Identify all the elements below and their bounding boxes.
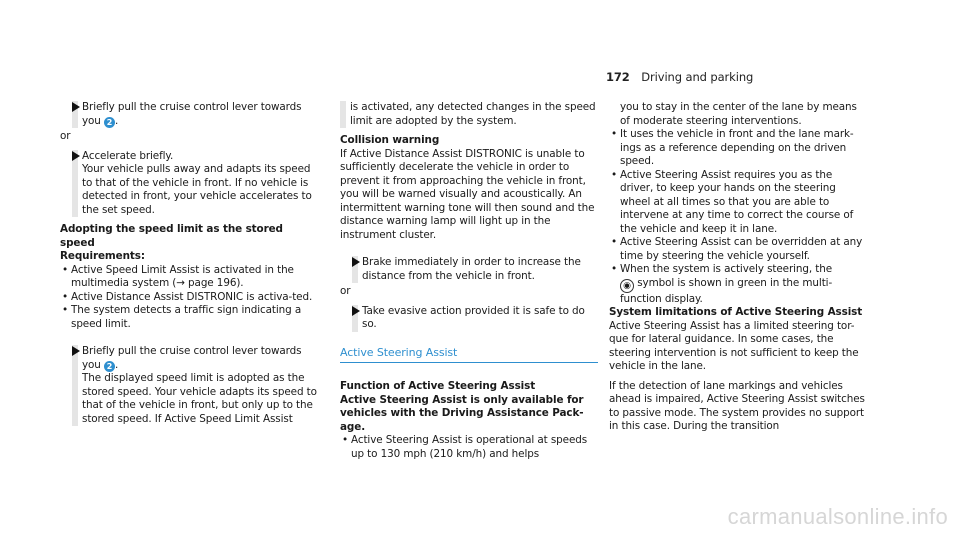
collision-text: If Active Distance Assist DISTRONIC is unable to sufficiently decelerate the vehicle in order to prevent it from approaching the vehicle in front, you will be warned visually and acoustically. An intermittent warning tone will then sound and the distance warning lamp will light up in the instrument cluster. xyxy=(340,147,595,241)
watermark: carmanualsonline.info xyxy=(727,503,948,529)
step-text: Take evasive action provided it is safe to do so. xyxy=(362,304,585,330)
step-pull-lever-adopt xyxy=(60,345,318,426)
step-bar xyxy=(340,101,346,128)
step-result-text: The displayed speed limit is adopted as the stored speed. Your vehicle adapts its speed to that of the vehicle in front, but only up to the stored speed. If Active Speed Limit Assist xyxy=(82,372,317,425)
section-name: Driving and parking xyxy=(641,70,754,84)
step-text: Accelerate briefly. Your vehicle pulls away and adapts its speed to that of the vehicle in front. If no vehicle is detected in front, your vehicle accelerates to the set speed. xyxy=(82,149,312,216)
page-number: 172 xyxy=(606,70,630,84)
limitations-text: Active Steering Assist has a limited steering tor-que for lateral guidance. In some cases, the steering intervention is not sufficient to keep the vehicle in the lane. xyxy=(609,319,859,372)
list-item: • Active Steering Assist can be overridden at any time by steering the vehicle yourself. xyxy=(609,236,867,263)
step-text-end: . xyxy=(115,358,119,371)
step-text: Briefly pull the cruise control lever towards you xyxy=(82,101,302,127)
heading-availability: Active Steering Assist is only available for vehicles with the Driving Assistance Pack-age. xyxy=(340,393,584,433)
heading-function: Function of Active Steering Assist xyxy=(340,380,536,392)
step-text: Brake immediately in order to increase the distance from the vehicle in front. xyxy=(362,256,581,282)
requirements-list xyxy=(60,264,318,332)
list-item-text: symbol is shown in green in the multi-function display. xyxy=(620,276,833,305)
number-badge-icon: 2 xyxy=(104,361,115,372)
step-arrow-icon xyxy=(352,257,360,267)
step-arrow-icon xyxy=(352,306,360,316)
step-accelerate xyxy=(60,150,318,218)
list-item: • Active Steering Assist requires you as the driver, to keep your hands on the steering wheel at all times so that you are able to intervene at any time to correct the course of the vehicle and keep it in lane. xyxy=(609,169,867,237)
page-header xyxy=(606,71,753,85)
function-list xyxy=(340,434,598,461)
step-bar xyxy=(72,345,78,426)
step-text: Briefly pull the cruise control lever towards you xyxy=(82,345,302,371)
step-arrow-icon xyxy=(72,102,80,112)
limitations-text-2: If the detection of lane markings and vehicles ahead is impaired, Active Steering Assist switches to passive mode. The system provides no support in this case. During the transition xyxy=(609,379,865,432)
list-item: • Active Steering Assist is operational at speeds up to 130 mph (210 km/h) and helps xyxy=(340,434,598,461)
column-1 xyxy=(60,101,318,426)
list-item: • Active Distance Assist DISTRONIC is activa-ted. xyxy=(60,291,318,305)
list-item: • It uses the vehicle in front and the lane mark-ings as a reference depending on the driven speed. xyxy=(609,128,867,169)
function-list-cont xyxy=(609,128,867,306)
column-3 xyxy=(609,101,867,434)
step-result-text: is activated, any detected changes in the speed limit are adopted by the system. xyxy=(350,101,596,127)
or-label: or xyxy=(60,130,71,142)
number-badge-icon: 2 xyxy=(104,117,115,128)
or-label: or xyxy=(340,285,351,297)
column-2 xyxy=(340,101,598,461)
list-item: • The system detects a traffic sign indicating a speed limit. xyxy=(60,304,318,331)
heading-system-limitations: System limitations of Active Steering Assist xyxy=(609,306,863,318)
steering-assist-icon: ◉ xyxy=(620,279,634,293)
step-continued xyxy=(340,101,598,128)
list-item: • Active Speed Limit Assist is activated in the multimedia system (→ page 196). xyxy=(60,264,318,291)
heading-requirements: Requirements: xyxy=(60,250,145,262)
list-item-text: When the system is actively steering, the xyxy=(620,263,833,275)
bullet-continued: you to stay in the center of the lane by means of moderate steering interventions. xyxy=(620,101,857,127)
step-evasive xyxy=(340,305,598,332)
step-text-end: . xyxy=(115,114,119,127)
step-pull-lever xyxy=(60,101,318,128)
step-arrow-icon xyxy=(72,151,80,161)
list-item xyxy=(609,263,867,306)
step-brake xyxy=(340,256,598,283)
heading-collision-warning: Collision warning xyxy=(340,134,440,146)
section-title: Active Steering Assist xyxy=(340,346,598,364)
heading-adopt-speed-limit: Adopting the speed limit as the stored speed xyxy=(60,223,283,249)
step-arrow-icon xyxy=(72,346,80,356)
